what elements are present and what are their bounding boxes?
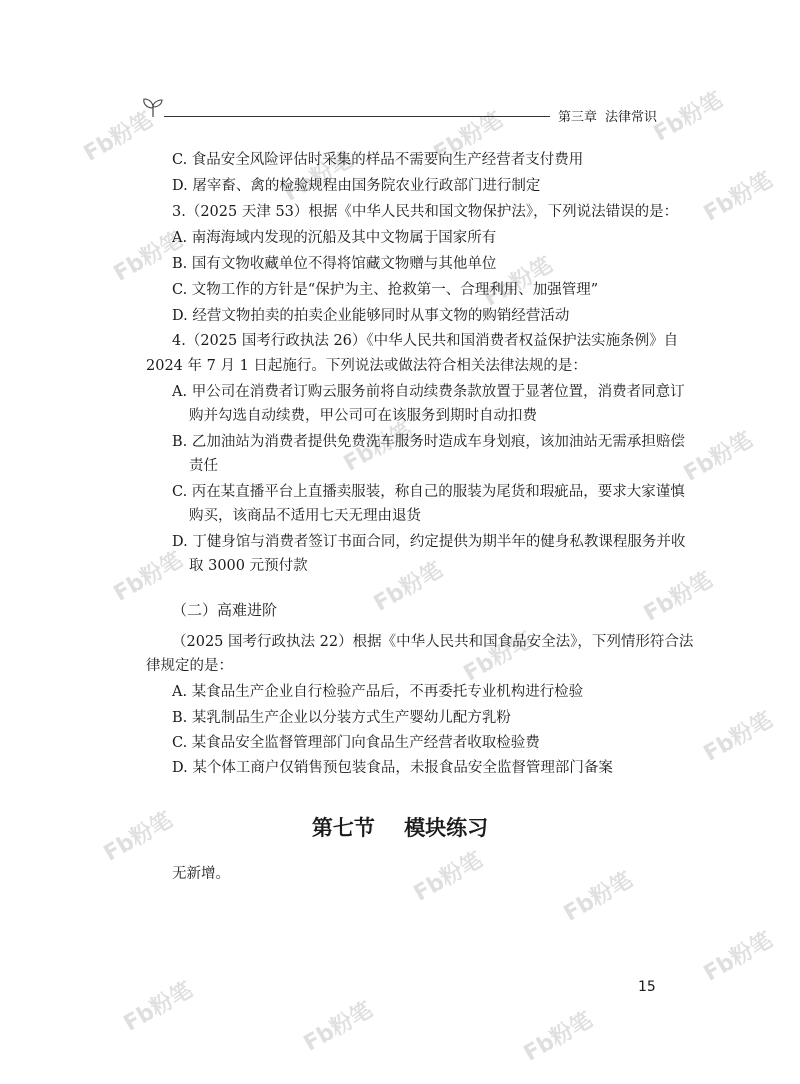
chapter-title: 法律常识 [605,110,658,125]
option-line: D. 丁健身馆与消费者签订书面合同，约定提供为期半年的健身私教课程服务并收 [172,534,686,550]
chapter-number: 第三章 [558,110,598,125]
watermark: Fb粉笔 [699,167,778,227]
watermark: Fb粉笔 [639,567,718,627]
watermark: Fb粉笔 [409,847,488,907]
option-line: D. 屠宰畜、禽的检验规程由国务院农业行政部门进行制定 [172,178,541,194]
option-line: 责任 [189,458,218,474]
watermark: Fb粉笔 [119,977,198,1037]
chapter-header [558,106,657,125]
watermark: Fb粉笔 [369,557,448,617]
option-line: 购买，该商品不适用七天无理由退货 [189,508,421,524]
watermark: Fb粉笔 [339,417,418,477]
option-line: C. 食品安全风险评估时采集的样品不需要向生产经营者支付费用 [172,152,584,168]
watermark: Fb粉笔 [459,627,538,687]
subheading: （二）高难进阶 [172,601,278,619]
sprout-icon [140,96,166,118]
question-line: 律规定的是： [146,658,233,674]
watermark: Fb粉笔 [99,807,178,867]
watermark: Fb粉笔 [519,1007,598,1067]
section-body: 无新增。 [172,866,230,882]
watermark: Fb粉笔 [699,707,778,767]
watermark: Fb粉笔 [109,227,188,287]
watermark: Fb粉笔 [699,927,778,987]
watermark: Fb粉笔 [679,427,758,487]
option-line: C. 丙在某直播平台上直播卖服装，称自己的服装为尾货和瑕疵品，要求大家谨慎 [172,484,685,500]
question-line: 2024 年 7 月 1 日起施行。下列说法或做法符合相关法律法规的是： [146,358,587,374]
option-line: 取 3000 元预付款 [189,558,308,574]
question-line: 3.（2025 天津 53）根据《中华人民共和国文物保护法》，下列说法错误的是： [172,204,679,220]
option-line: C. 文物工作的方针是“保护为主、抢救第一、合理利用、加强管理” [172,282,599,298]
section-title: 第七节 模块练习 [311,816,489,840]
watermark: Fb粉笔 [429,107,508,167]
option-line: D. 某个体工商户仅销售预包装食品，未报食品安全监督管理部门备案 [172,760,613,776]
watermark: Fb粉笔 [109,547,188,607]
option-line: C. 某食品安全监督管理部门向食品生产经营者收取检验费 [172,735,540,751]
option-line: B. 国有文物收藏单位不得将馆藏文物赠与其他单位 [172,256,497,272]
option-line: B. 乙加油站为消费者提供免费洗车服务时造成车身划痕，该加油站无需承担赔偿 [172,434,685,450]
option-line: D. 经营文物拍卖的拍卖企业能够同时从事文物的购销经营活动 [172,308,570,324]
option-line: B. 某乳制品生产企业以分装方式生产婴幼儿配方乳粉 [172,710,511,726]
watermark: Fb粉笔 [279,147,358,207]
page-number: 15 [638,979,656,995]
option-line: 购并勾选自动续费，甲公司可在该服务到期时自动扣费 [189,408,537,424]
watermark: Fb粉笔 [479,252,558,312]
option-line: A. 甲公司在消费者订购云服务前将自动续费条款放置于显著位置，消费者同意订 [172,384,685,400]
watermark: Fb粉笔 [649,87,728,147]
header-rule [164,116,550,117]
watermark: Fb粉笔 [299,997,378,1057]
question-line: 4.（2025 国考行政执法 26）《中华人民共和国消费者权益保护法实施条例》自 [172,333,679,349]
question-line: （2025 国考行政执法 22）根据《中华人民共和国食品安全法》，下列情形符合法 [172,634,694,650]
watermark: Fb粉笔 [79,107,158,167]
option-line: A. 南海海域内发现的沉船及其中文物属于国家所有 [172,230,497,246]
option-line: A. 某食品生产企业自行检验产品后，不再委托专业机构进行检验 [172,684,584,700]
watermark: Fb粉笔 [559,867,638,927]
